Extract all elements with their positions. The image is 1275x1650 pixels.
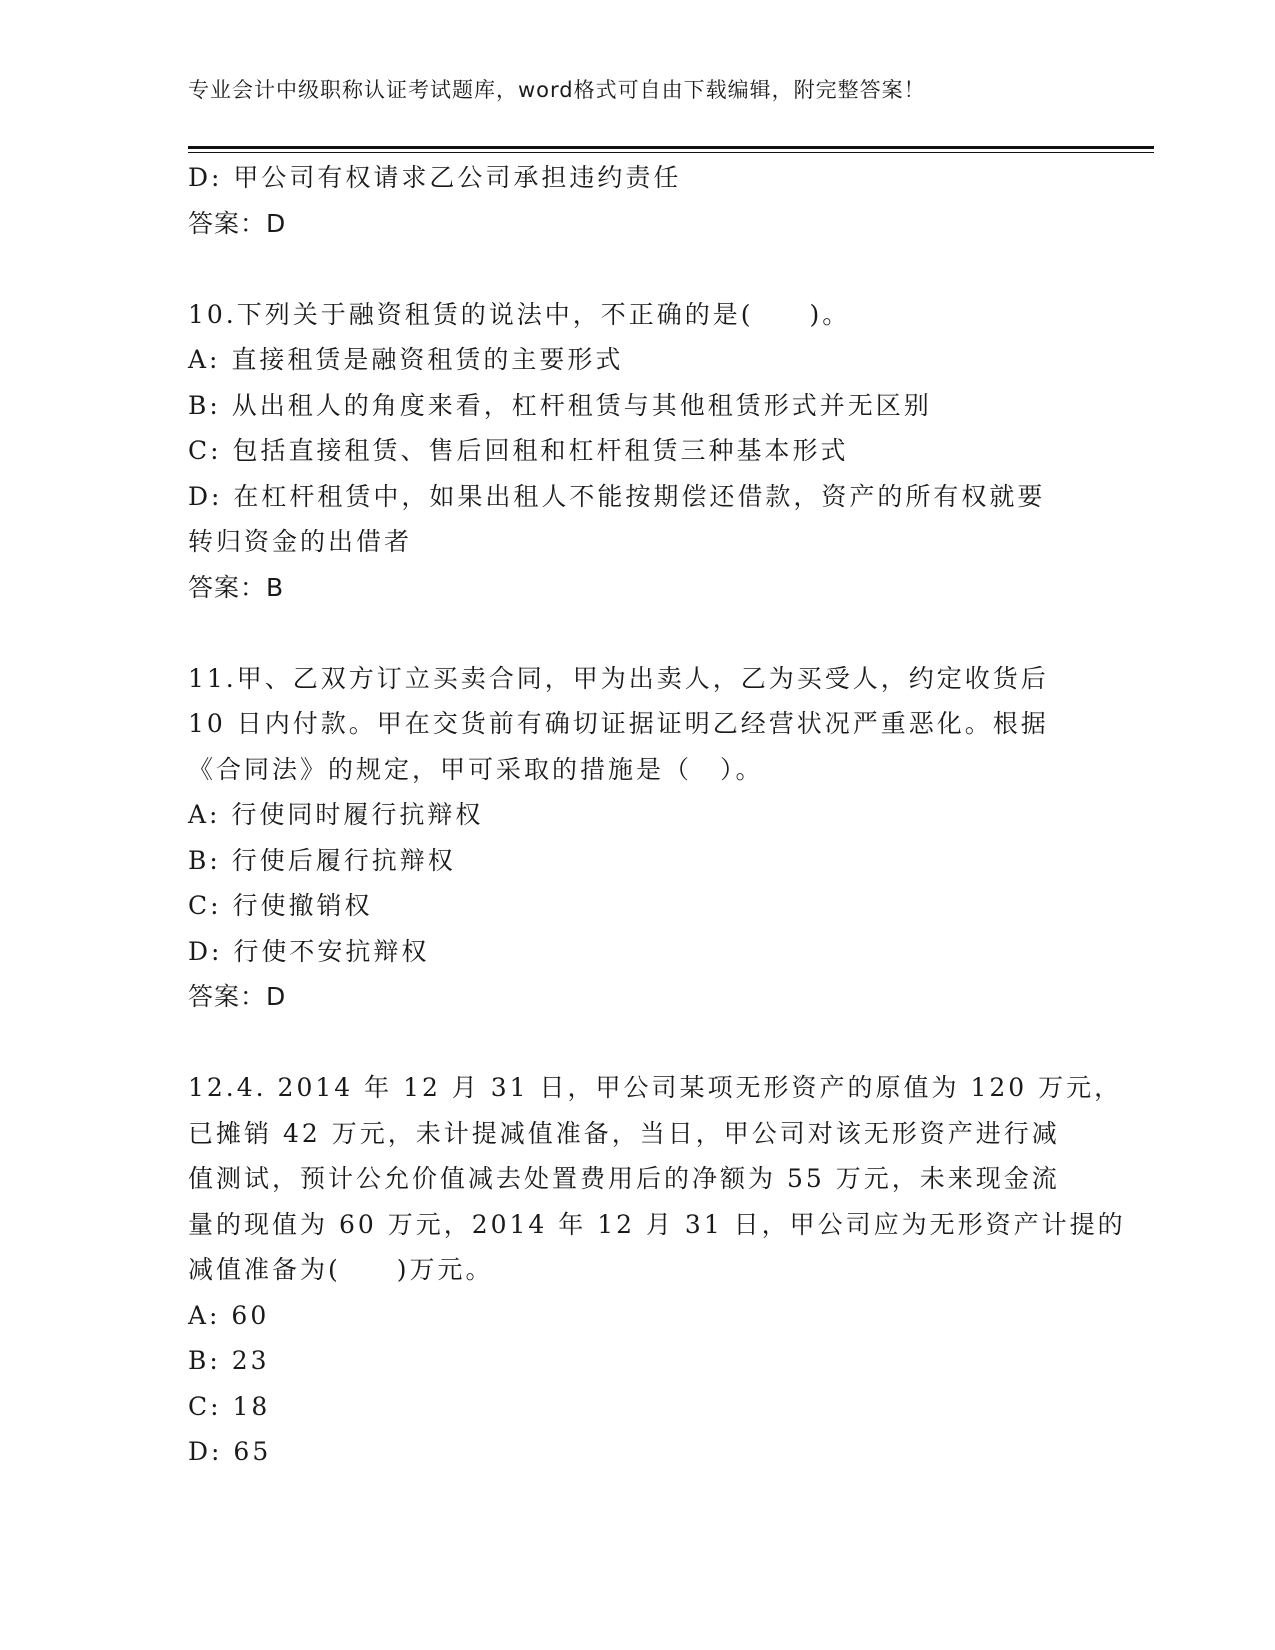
question-10-answer: 答案：B — [188, 572, 285, 602]
question-12-option-c: C: 18 — [188, 1391, 271, 1421]
question-12-option-a: A: 60 — [188, 1300, 270, 1330]
question-12-stem: 12.4. 2014 年 12 月 31 日，甲公司某项无形资产的原值为 120 万元， — [188, 1073, 1123, 1102]
spacer — [188, 610, 1088, 656]
spacer — [188, 1020, 1088, 1066]
header-rule-thin — [188, 152, 1154, 153]
question-12-stem-cont: 减值准备为( )万元。 — [188, 1255, 494, 1284]
question-12-stem-cont: 值测试，预计公允价值减去处置费用后的净额为 55 万元，未来现金流 — [188, 1164, 1060, 1193]
question-12-stem-cont: 量的现值为 60 万元，2014 年 12 月 31 日，甲公司应为无形资产计提的 — [188, 1209, 1126, 1239]
answer: 答案：D — [188, 208, 287, 238]
question-11-option-b: B: 行使后履行抗辩权 — [188, 845, 456, 875]
question-12-stem-cont: 已摊销 42 万元，未计提减值准备，当日，甲公司对该无形资产进行减 — [188, 1118, 1060, 1148]
document-body — [188, 155, 1126, 1475]
spacer — [188, 246, 1088, 292]
question-11-option-a: A: 行使同时履行抗辩权 — [188, 800, 484, 829]
header-rule-thick — [188, 146, 1154, 149]
question-10-option-a: A: 直接租赁是融资租赁的主要形式 — [188, 345, 624, 374]
question-12-option-d: D: 65 — [188, 1437, 272, 1466]
question-10-option-c: C: 包括直接租赁、售后回租和杠杆租赁三种基本形式 — [188, 436, 849, 465]
question-10-option-d: D: 在杠杆租赁中，如果出租人不能按期偿还借款，资产的所有权就要 — [188, 481, 1046, 511]
question-10-stem: 10.下列关于融资租赁的说法中，不正确的是( )。 — [188, 299, 851, 329]
question-10-option-b: B: 从出租人的角度来看，杠杆租赁与其他租赁形式并无区别 — [188, 390, 932, 420]
question-11-stem-cont: 《合同法》的规定，甲可采取的措施是（ ）。 — [188, 754, 764, 784]
page-header: 专业会计中级职称认证考试题库，word格式可自由下载编辑，附完整答案！ — [188, 78, 926, 102]
question-11-option-c: C: 行使撤销权 — [188, 891, 373, 920]
question-12-option-b: B: 23 — [188, 1346, 270, 1375]
question-10-option-d-cont: 转归资金的出借者 — [188, 527, 413, 556]
question-11-answer: 答案：D — [188, 982, 287, 1011]
question-11-stem: 11.甲、乙双方订立买卖合同，甲为出卖人，乙为买受人，约定收货后 — [188, 663, 1049, 693]
question-11-stem-cont: 10 日内付款。甲在交货前有确切证据证明乙经营状况严重恶化。根据 — [188, 709, 1049, 738]
option-d: D: 甲公司有权请求乙公司承担违约责任 — [188, 163, 682, 192]
question-11-option-d: D: 行使不安抗辩权 — [188, 936, 430, 966]
